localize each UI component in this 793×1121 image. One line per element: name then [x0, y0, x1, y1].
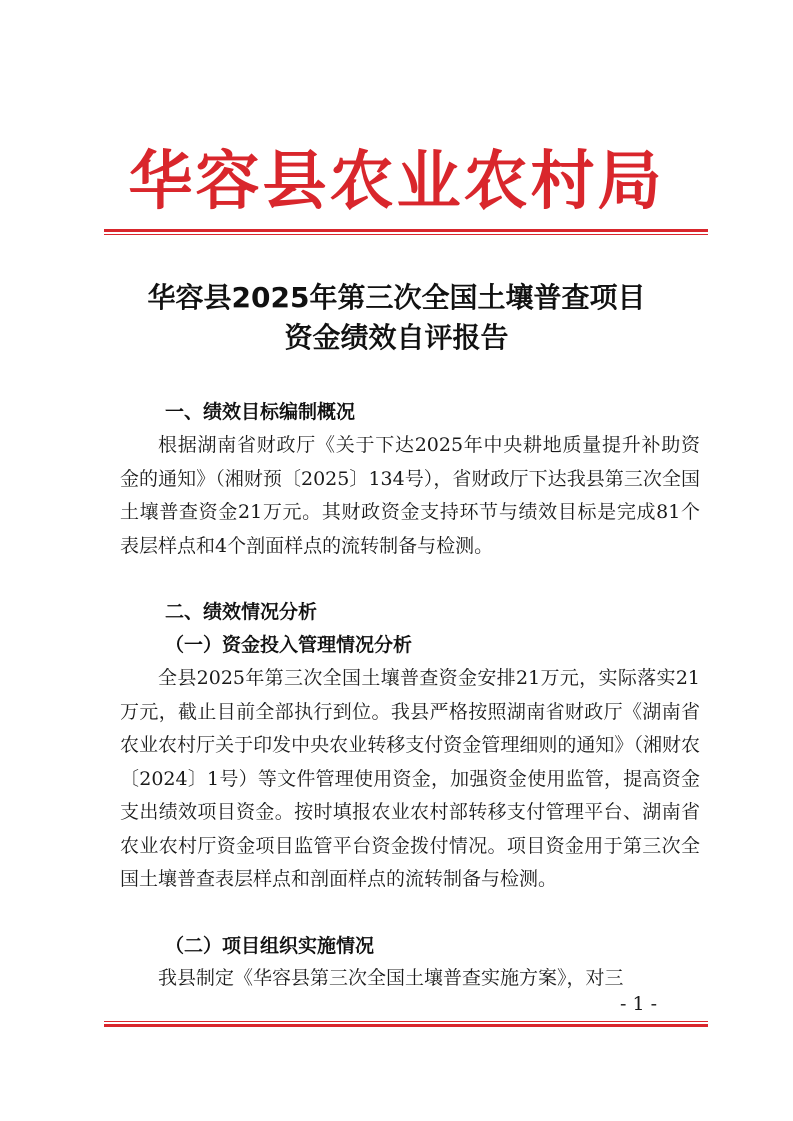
subsection-2-body: [120, 962, 700, 996]
section-1-paragraph: 根据湖南省财政厅《关于下达2025年中央耕地质量提升补助资金的通知》（湘财预〔2025〕134号），省财政厅下达我县第三次全国土壤普查资金21万元。其财政资金支持环节与绩效目标是完成81个表层样点和4个剖面样点的流转制备与检测。: [120, 434, 700, 557]
section-heading-2: 二、绩效情况分析: [165, 601, 318, 623]
subsection-heading-2: （二）项目组织实施情况: [165, 935, 375, 957]
masthead-rule-thin: [104, 234, 708, 235]
subsection-heading-1: （一）资金投入管理情况分析: [165, 634, 413, 656]
subsection-2-paragraph: 我县制定《华容县第三次全国土壤普查实施方案》，对三: [158, 967, 624, 989]
footer-rule-thin: [104, 1021, 708, 1022]
page-number: - 1 -: [620, 993, 658, 1015]
masthead-rule: [104, 229, 708, 234]
footer-rule-thick: [104, 1024, 708, 1027]
subsection-1-body: [120, 662, 700, 897]
subsection-1-paragraph: 全县2025年第三次全国土壤普查资金安排21万元，实际落实21万元，截止目前全部执行到位。我县严格按照湖南省财政厅《湖南省农业农村厅关于印发中央农业转移支付资金管理细则的通知》（湘财农〔2024〕1号）等文件管理使用资金，加强资金使用监管，提高资金支出绩效项目资金。按时填报农业农村部转移支付管理平台、湖南省农业农村厅资金项目监管平台资金拨付情况。项目资金用于第三次全国土壤普查表层样点和剖面样点的流转制备与检测。: [120, 667, 700, 890]
document-title-line2: 资金绩效自评报告: [284, 321, 509, 354]
masthead-title: 华容县农业农村局: [128, 145, 665, 219]
masthead-rule-thick: [104, 229, 708, 232]
footer-rule: [104, 1021, 708, 1026]
section-heading-1: 一、绩效目标编制概况: [165, 401, 356, 423]
section-1-body: [120, 429, 700, 563]
document-title-line1: 华容县2025年第三次全国土壤普查项目: [147, 281, 646, 314]
